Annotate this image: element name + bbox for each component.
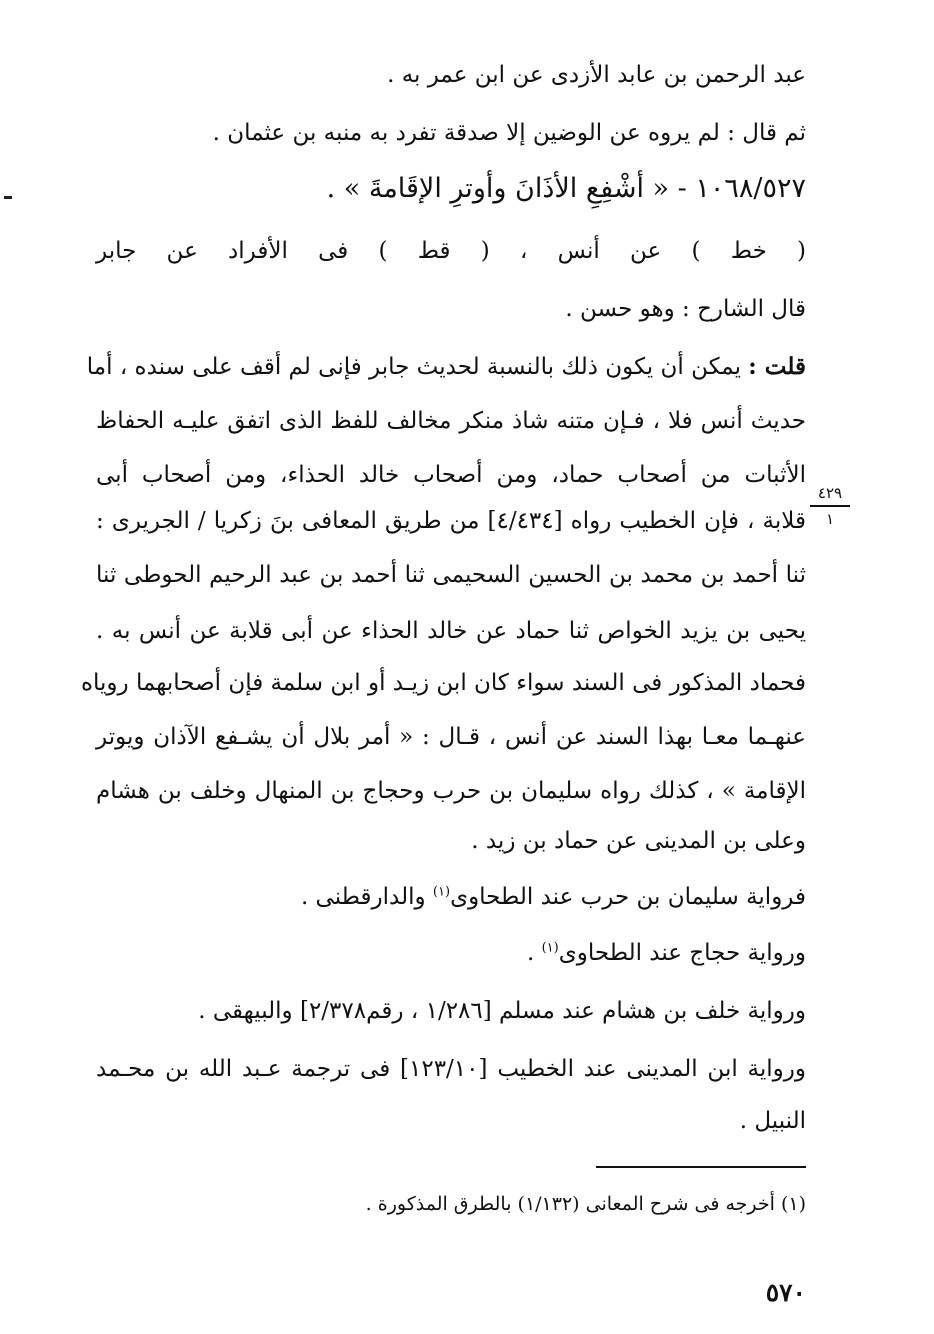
text-line-6-body: يمكن أن يكون ذلك بالنسبة لحديث جابر فإنى لم أقف على سنده ، أما xyxy=(86,354,741,380)
footnote: (١) أخرجه فى شرح المعانى (١/١٣٢) بالطرق المذكورة . xyxy=(365,1193,806,1215)
text-line-18: ورواية خلف بن هشام عند مسلم [١/٢٨٦ ، رقم٢/٣٧٨] والبيهقى . xyxy=(198,998,806,1024)
text-line-9: قلابة ، فإن الخطيب رواه [٤/٤٣٤] من طريق المعافى بنَ زكريا / الجريرى : xyxy=(96,508,806,534)
text-line-17-b: . xyxy=(526,940,535,966)
text-line-1: عبد الرحمن بن عابد الأزدى عن ابن عمر به . xyxy=(387,62,806,88)
text-line-6 xyxy=(86,350,806,384)
page-number: ٥٧٠ xyxy=(765,1278,806,1307)
qult-label: قلت : xyxy=(748,353,806,380)
hadith-heading: ١٠٦٨/٥٢٧ - « أشْفِعِ الأذَانَ وأوترِ الإقَامةَ » . xyxy=(326,173,806,204)
text-line-13: عنهـما معـا بهذا السند عن أنس ، قـال : « أمر بلال أن يشـفع الآذان ويوتر xyxy=(96,724,806,750)
text-line-10: ثنا أحمد بن محمد بن الحسين السحيمى ثنا أحمد بن عبد الرحيم الحوطى ثنا xyxy=(96,562,806,588)
text-line-8: الأثبات من أصحاب حماد، ومن أصحاب خالد الحذاء، ومن أصحاب أبى xyxy=(96,462,806,488)
text-line-11: يحيى بن يزيد الخواص ثنا حماد عن خالد الحذاء عن أبى قلابة عن أنس به . xyxy=(96,618,806,644)
text-line-15: وعلى بن المدينى عن حماد بن زيد . xyxy=(471,828,806,854)
margin-reference-top: ٤٢٩ xyxy=(817,484,843,502)
text-line-16 xyxy=(301,880,806,914)
text-line-16-a: فرواية سليمان بن حرب عند الطحاوى xyxy=(450,884,806,910)
margin-reference xyxy=(810,484,850,528)
text-line-14: الإقامة » ، كذلك رواه سليمان بن حرب وحجاج بن المنهال وخلف بن هشام xyxy=(96,778,806,804)
footnote-separator xyxy=(596,1166,806,1168)
scan-edge-mark xyxy=(4,196,12,199)
text-line-7: حديث أنس فلا ، فـإن متنه شاذ منكر مخالف للفظ الذى اتفق عليـه الحفاظ xyxy=(96,408,806,434)
text-line-20: النبيل . xyxy=(739,1108,806,1134)
text-line-17-a: ورواية حجاج عند الطحاوى xyxy=(558,940,806,966)
margin-reference-rule xyxy=(810,505,850,507)
text-line-17 xyxy=(527,936,806,970)
footnote-ref-1: (١) xyxy=(432,884,451,900)
text-line-4: ( خط ) عن أنس ، ( قط ) فى الأفراد عن جابر xyxy=(96,238,806,264)
text-line-5: قال الشارح : وهو حسن . xyxy=(565,296,806,322)
footnote-ref-2: (١) xyxy=(541,940,559,956)
text-line-19: ورواية ابن المدينى عند الخطيب [١٢٣/١٠] فى ترجمة عـبد الله بن محـمد xyxy=(96,1056,806,1082)
text-line-2: ثم قال : لم يروه عن الوضين إلا صدقة تفرد به منبه بن عثمان . xyxy=(212,120,806,146)
text-line-16-b: والدارقطنى . xyxy=(300,884,426,910)
text-line-12: فحماد المذكور فى السند سواء كان ابن زيـد أو ابن سلمة فإن أصحابهما روياه xyxy=(80,670,806,696)
margin-reference-bottom: ١ xyxy=(825,510,835,528)
